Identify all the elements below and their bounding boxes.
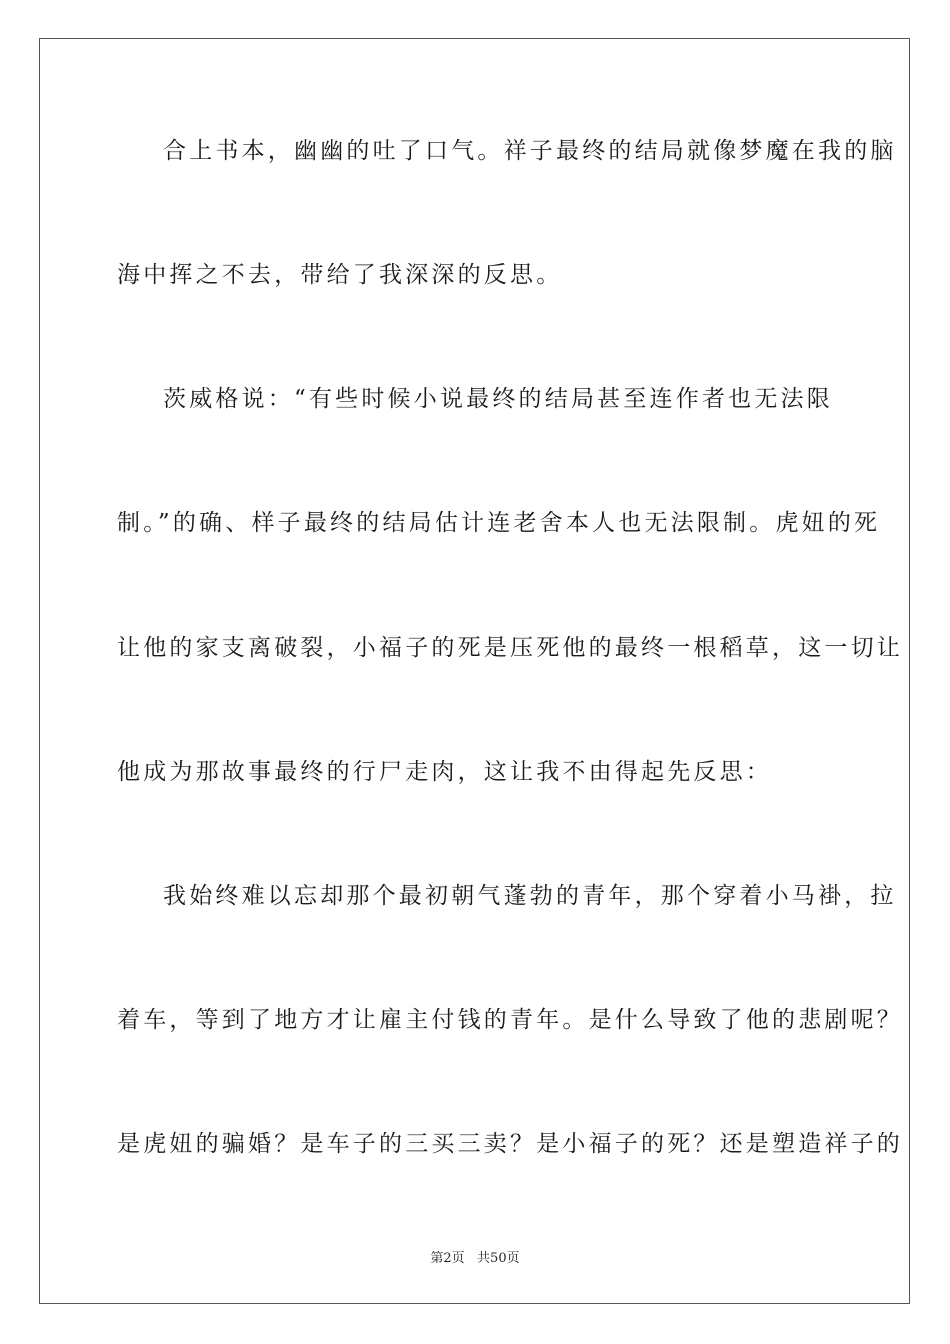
text-line-6: 他成为那故事最终的行尸走肉，这让我不由得起先反思： — [117, 759, 772, 785]
page-number-footer: 第2页 共50页 — [430, 1251, 520, 1266]
text-line-7: 我始终难以忘却那个最初朝气蓬勃的青年，那个穿着小马褂，拉 — [163, 883, 897, 909]
text-line-8: 着车，等到了地方才让雇主付钱的青年。是什么导致了他的悲剧呢？ — [117, 1007, 903, 1033]
text-line-3: 茨威格说：“有些时候小说最终的结局甚至连作者也无法限 — [163, 386, 833, 412]
text-line-2: 海中挥之不去，带给了我深深的反思。 — [117, 262, 563, 288]
page-border — [39, 38, 910, 1304]
text-line-5: 让他的家支离破裂，小福子的死是压死他的最终一根稻草，这一切让 — [117, 635, 903, 661]
text-line-1: 合上书本，幽幽的吐了口气。祥子最终的结局就像梦魔在我的脑 — [163, 138, 897, 164]
text-line-4: 制。”的确、样子最终的结局估计连老舍本人也无法限制。虎妞的死 — [117, 510, 881, 536]
text-line-9: 是虎妞的骗婚？是车子的三买三卖？是小福子的死？还是塑造祥子的 — [117, 1131, 903, 1157]
